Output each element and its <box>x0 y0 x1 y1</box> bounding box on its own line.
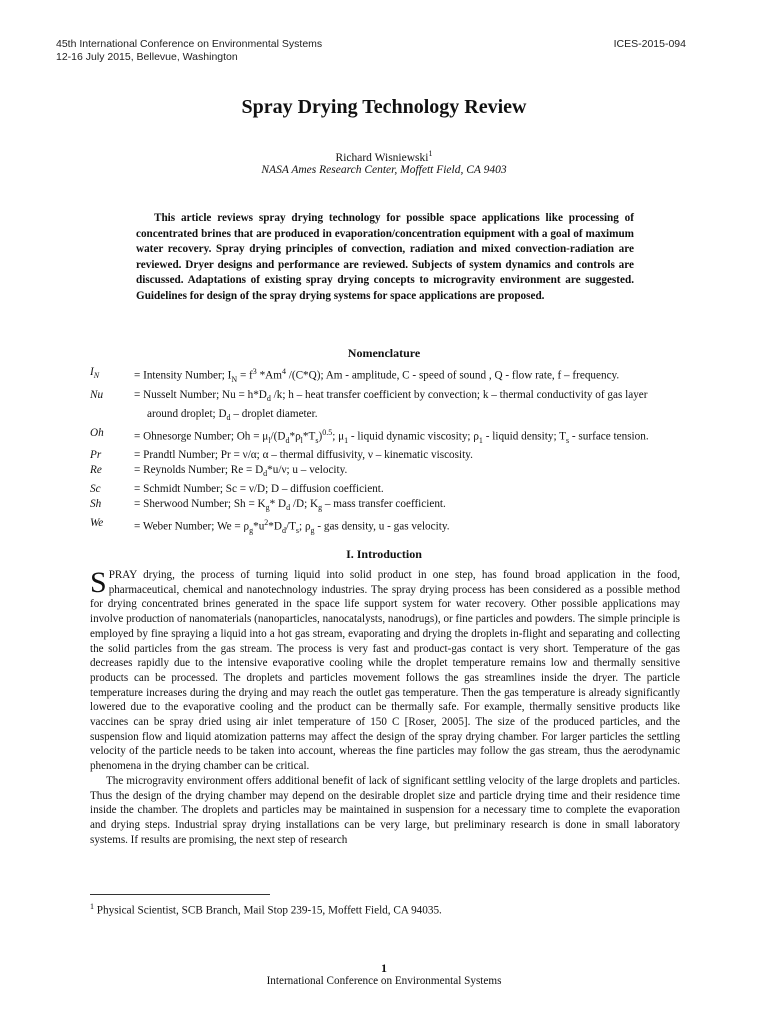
definition-subscript: N <box>231 374 238 384</box>
nomenclature-definition <box>134 463 680 482</box>
definition-superscript: 0.5 <box>322 427 333 437</box>
introduction-body <box>90 568 680 847</box>
footer-conference: International Conference on Environmental Systems <box>266 975 502 987</box>
definition-text: /T <box>285 520 296 533</box>
header-paper-id: ICES-2015-094 <box>613 38 686 50</box>
footnote-rule <box>90 894 270 895</box>
drop-cap: S <box>90 566 107 599</box>
nomenclature-symbol-text: Oh <box>90 426 104 439</box>
author-name: Richard Wisniewski <box>335 151 429 164</box>
definition-text: /(D <box>270 430 286 443</box>
definition-text: - surface tension. <box>569 430 649 443</box>
nomenclature-entry <box>90 497 680 516</box>
definition-subscript: l <box>300 435 303 445</box>
nomenclature-definition <box>134 516 680 539</box>
nomenclature-symbol <box>90 365 134 388</box>
nomenclature-symbol-text: Pr <box>90 449 102 462</box>
nomenclature-symbol-text: Sh <box>90 497 102 510</box>
definition-text: ) <box>318 430 323 443</box>
definition-text: = Intensity Number; I <box>134 369 232 382</box>
nomenclature-symbol <box>90 482 134 497</box>
author-footnote-mark: 1 <box>428 149 433 158</box>
abstract: This article reviews spray drying technology for possible space applications like processing of concentrated brines that are produced in evaporation/concentration equipment with a goal of maximum water recovery. Spray drying principles of convection, radiation and mixed convection-radiation are reviewed. Dryer designs and performance are reviewed. Subjects of system dynamics and controls are discussed. Adaptations of existing spray drying concepts to microgravity environment are suggested. Guidelines for design of the spray drying systems for space applications are proposed. <box>136 212 634 302</box>
nomenclature-definition <box>134 365 680 388</box>
definition-subscript: g <box>318 502 323 512</box>
nomenclature-entry <box>90 448 680 463</box>
nomenclature-symbol <box>90 448 134 463</box>
definition-text: *D <box>268 520 282 533</box>
nomenclature-definition <box>134 388 680 426</box>
definition-subscript: d <box>266 393 271 403</box>
definition-text: = Reynolds Number; Re = D <box>134 463 264 476</box>
footnote <box>90 902 442 917</box>
nomenclature-entry <box>90 482 680 497</box>
nomenclature-heading: Nomenclature <box>347 346 421 360</box>
definition-text: *ρ <box>289 430 301 443</box>
definition-subscript: g <box>310 525 315 535</box>
definition-text: ; μ <box>332 430 345 443</box>
definition-text: – mass transfer coefficient. <box>322 497 446 510</box>
nomenclature-entry <box>90 426 680 449</box>
definition-text: /(C*Q); Am - amplitude, C - speed of sound , Q - flow rate, f – frequency. <box>285 369 620 382</box>
definition-text: - gas density, u - gas velocity. <box>314 520 450 533</box>
nomenclature-definition <box>134 448 680 463</box>
nomenclature-symbol <box>90 497 134 516</box>
definition-text: = Sherwood Number; Sh = K <box>134 497 266 510</box>
footnote-text: Physical Scientist, SCB Branch, Mail Stop 239-15, Moffett Field, CA 94035. <box>94 904 442 917</box>
nomenclature-definition <box>134 482 680 497</box>
definition-text: = Ohnesorge Number; Oh = μ <box>134 430 269 443</box>
nomenclature-symbol-text: Sc <box>90 482 101 495</box>
definition-subscript: s <box>295 525 300 535</box>
intro-paragraph-1-text: PRAY drying, the process of turning liquid into solid product in one step, has found broad application in the food, pharmaceutical, chemical and nanotechnology industries. The spray drying process has been considered as a possible method for drying concentrated brines generated in the space life support system for water recovery. Other possible applications may involve production of nanomaterials (nanoparticles, nanocatalysts, nanodrugs), or fine particles and powders. The simple principle is employed by fine spraying a liquid into a hot gas stream, evaporating and drying the droplets in-flight and separating and collecting the solid particles from the gas stream. The process is very fast and product-gas contact is very short. Temperature of the gas decreases rapidly due to the intensive evaporative cooling while the droplet temperature remains low and thermally sensitive products can be processed. The droplets and particles movement follows the gas streamlines inside the dryer. The particle temperature increases during the drying and may reach the outlet gas temperature. Then the gas temperature is already significantly lowered due to the evaporative cooling and the product can be thermally safe. For example, thermally sensitive products like vaccines can be spray dried using air inlet temperature of 150 C [Roser, 2005]. The size of the produced particles, and the suspension flow and liquid atomization patterns may affect the design of the spray drying chamber. For larger particles the settling velocity of the particle needs to be taken into account, whereas the fine particles may follow the gas stream, thus the aerodynamic phenomena in the drying chamber can be critical. <box>90 569 680 773</box>
nomenclature-symbol-subscript: N <box>93 371 100 381</box>
definition-text: - liquid dynamic viscosity; ρ <box>348 430 479 443</box>
footnote-mark: 1 <box>90 902 94 911</box>
definition-text: * D <box>269 497 287 510</box>
nomenclature-entry <box>90 388 680 426</box>
definition-superscript: 4 <box>281 367 286 376</box>
paper-title: Spray Drying Technology Review <box>241 96 527 118</box>
definition-text: *T <box>302 430 316 443</box>
definition-subscript: g <box>249 525 254 535</box>
definition-text: /k; h – heat transfer coefficient by convection; k – thermal conductivity of gas layer around droplet; D <box>147 388 648 420</box>
definition-superscript: 3 <box>252 367 257 376</box>
nomenclature-symbol <box>90 426 134 449</box>
definition-text: *Am <box>256 369 282 382</box>
definition-text: - liquid density; T <box>482 430 566 443</box>
definition-text: = Weber Number; We = ρ <box>134 520 250 533</box>
nomenclature-symbol-text: Nu <box>90 388 104 401</box>
definition-subscript: s <box>315 435 319 445</box>
definition-text: /D; K <box>290 497 319 510</box>
definition-text: – droplet diameter. <box>230 407 318 420</box>
introduction-heading: I. Introduction <box>346 547 422 561</box>
intro-paragraph-1 <box>90 568 680 774</box>
nomenclature-symbol <box>90 388 134 426</box>
definition-text: = Schmidt Number; Sc = ν/D; D – diffusion coefficient. <box>134 482 384 495</box>
intro-paragraph-2: The microgravity environment offers additional benefit of lack of significant settling velocity of the large droplets and particles. Thus the design of the drying chamber may depend on the desirable droplet size and particle drying time and their residence time inside the chamber. The droplets and particles may be maintained in suspension for a necessary time to complete the evaporation and drying steps. Industrial spray drying installations can be very large, but preliminary research is done in small laboratory systems. If results are promising, the next step of research <box>90 774 680 846</box>
definition-subscript: 1 <box>344 435 349 445</box>
author-affiliation: NASA Ames Research Center, Moffett Field, CA 9403 <box>261 164 507 176</box>
nomenclature-entry <box>90 365 680 388</box>
definition-text: *u <box>253 520 265 533</box>
running-header-left <box>56 38 322 64</box>
nomenclature-definition <box>134 497 680 516</box>
definition-subscript: d <box>263 469 268 479</box>
header-dates-location: 12-16 July 2015, Bellevue, Washington <box>56 51 238 63</box>
definition-subscript: d <box>281 525 286 535</box>
definition-text: = Prandtl Number; Pr = ν/α; α – thermal diffusivity, ν – kinematic viscosity. <box>134 449 473 462</box>
page-number: 1 <box>381 961 387 975</box>
definition-text: ; ρ <box>299 520 311 533</box>
nomenclature-symbol-text: We <box>90 516 104 529</box>
definition-subscript: d <box>286 502 291 512</box>
nomenclature-symbol <box>90 463 134 482</box>
nomenclature-definition <box>134 426 680 449</box>
definition-subscript: s <box>565 435 570 445</box>
definition-superscript: 2 <box>264 517 269 527</box>
nomenclature-entry <box>90 463 680 482</box>
definition-text: *u/ν; u – velocity. <box>267 463 348 476</box>
definition-subscript: d <box>226 412 231 422</box>
nomenclature-symbol-text: Re <box>90 463 102 476</box>
definition-subscript: g <box>265 502 270 512</box>
definition-text: = f <box>237 369 253 382</box>
definition-subscript: 1 <box>478 435 483 445</box>
definition-text: = Nusselt Number; Nu = h*D <box>134 388 267 401</box>
definition-subscript: d <box>285 435 290 445</box>
header-conference: 45th International Conference on Environmental Systems <box>56 38 323 50</box>
nomenclature-symbol <box>90 516 134 539</box>
definition-subscript: l <box>268 435 271 445</box>
nomenclature-symbol-text: I <box>90 366 94 378</box>
nomenclature-list <box>90 365 680 538</box>
author-line <box>0 149 768 164</box>
nomenclature-entry <box>90 516 680 539</box>
